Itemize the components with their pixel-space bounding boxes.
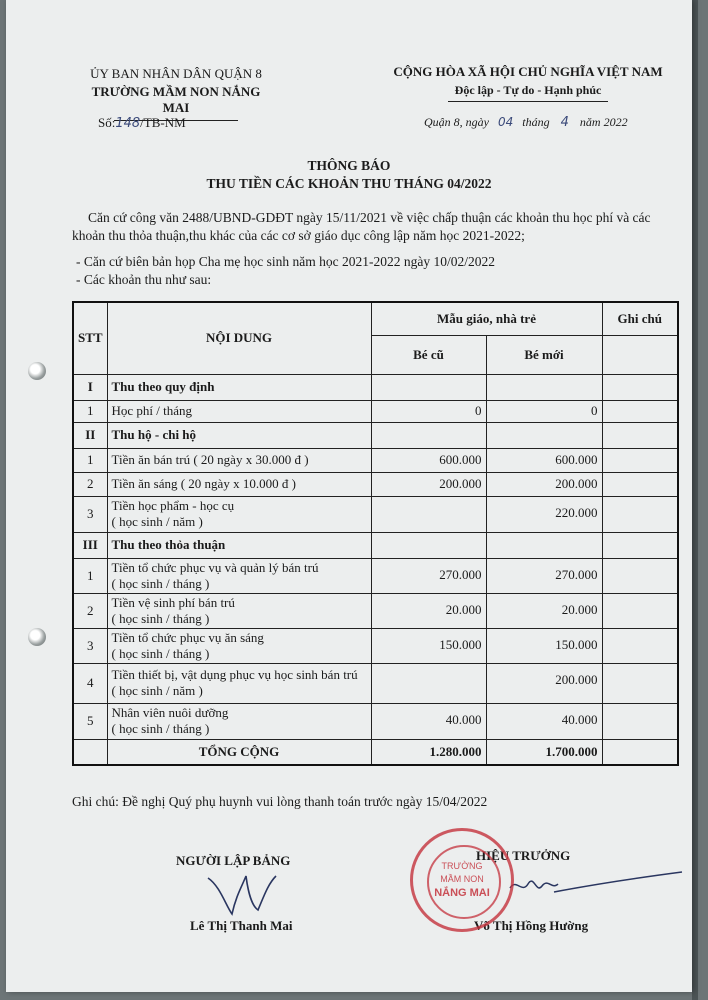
row-value-old: 270.000 — [371, 558, 486, 593]
principal-title: HIỆU TRƯỞNG — [476, 848, 571, 863]
row-note — [602, 422, 678, 448]
row-note — [602, 374, 678, 400]
row-content-line-1: Tiền thiết bị, vật dụng phục vụ học sinh bán trú — [111, 667, 358, 682]
row-note — [602, 593, 678, 628]
row-stt: 3 — [73, 496, 107, 532]
document-number-prefix: Số: — [98, 115, 116, 130]
row-value-old: 150.000 — [371, 628, 486, 663]
table-row — [73, 400, 678, 422]
issuer-school: TRƯỜNG MẦM NON NẮNG MAI — [91, 84, 261, 115]
row-note — [602, 472, 678, 496]
row-value-new: 600.000 — [486, 448, 602, 472]
row-content-line-1: Tiền ăn bán trú ( 20 ngày x 30.000 đ ) — [111, 452, 309, 467]
preparer-signature — [202, 866, 282, 920]
row-content — [107, 703, 371, 739]
row-content-line-1: Học phí / tháng — [111, 403, 193, 418]
total-label: TỔNG CỘNG — [107, 739, 371, 765]
row-content — [107, 448, 371, 472]
row-value-old: 0 — [371, 400, 486, 422]
document-number — [98, 115, 186, 131]
row-value-new: 220.000 — [486, 496, 602, 532]
intro-line-2: khoản thu thỏa thuận,thu khác của các cơ sở giáo dục công lập năm học 2021-2022; — [72, 228, 525, 243]
row-content-line-1: Tiền tổ chức phục vụ và quản lý bán trú — [111, 559, 319, 575]
row-content-line-1: Tiền tổ chức phục vụ ăn sáng — [111, 629, 264, 645]
row-content-line-2: ( học sinh / tháng ) — [111, 610, 210, 626]
table-row — [73, 558, 678, 593]
preparer-title: NGƯỜI LẬP BẢNG — [176, 853, 291, 868]
row-value-old: 40.000 — [371, 703, 486, 739]
national-title: CỘNG HÒA XÃ HỘI CHỦ NGHĨA VIỆT NAM — [393, 64, 663, 79]
header-note-empty — [602, 335, 678, 374]
row-content-line-1: Tiền vệ sinh phí bán trú — [111, 594, 235, 610]
date-year: năm 2022 — [579, 115, 628, 129]
preparer-name: Lê Thị Thanh Mai — [190, 918, 293, 933]
row-note — [602, 703, 678, 739]
row-content-line-1: Tiền học phẩm - học cụ — [111, 498, 235, 513]
row-value-old — [371, 496, 486, 532]
row-value-new: 150.000 — [486, 628, 602, 663]
row-value-new: 20.000 — [486, 593, 602, 628]
seal-line-1: TRƯỜNG — [441, 861, 483, 871]
table-row — [73, 496, 678, 532]
row-value-new: 40.000 — [486, 703, 602, 739]
row-stt: 1 — [73, 448, 107, 472]
row-note — [602, 532, 678, 558]
school-seal — [410, 828, 514, 932]
row-note — [602, 400, 678, 422]
fees-table — [72, 301, 679, 766]
table-row — [73, 448, 678, 472]
header-old: Bé cũ — [371, 335, 486, 374]
row-value-new: 0 — [486, 400, 602, 422]
row-note — [602, 496, 678, 532]
date-prefix: Quận 8, ngày — [424, 115, 489, 129]
section-row — [73, 532, 678, 558]
notice-title: THÔNG BÁO — [307, 158, 391, 173]
row-value-new — [486, 532, 602, 558]
row-stt: 1 — [73, 558, 107, 593]
row-value-old — [371, 532, 486, 558]
table-row — [73, 703, 678, 739]
national-underline — [448, 101, 608, 102]
row-content — [107, 422, 371, 448]
total-value-old: 1.280.000 — [371, 739, 486, 765]
row-value-new: 200.000 — [486, 663, 602, 703]
row-stt: 2 — [73, 593, 107, 628]
document-date — [424, 115, 628, 130]
row-content — [107, 496, 371, 532]
row-content-line-2: ( học sinh / năm ) — [111, 514, 203, 529]
intro-line-1: Căn cứ công văn 2488/UBND-GDĐT ngày 15/11/2021 về việc chấp thuận các khoản thu học phí và các — [88, 210, 651, 225]
row-content — [107, 472, 371, 496]
table-row — [73, 472, 678, 496]
row-note — [602, 448, 678, 472]
row-stt: III — [73, 532, 107, 558]
issuer-district: ỦY BAN NHÂN DÂN QUẬN 8 — [90, 66, 262, 81]
row-content — [107, 663, 371, 703]
row-content-line-2: ( học sinh / tháng ) — [111, 645, 210, 661]
row-note — [602, 628, 678, 663]
table-row — [73, 628, 678, 663]
notice-subtitle: THU TIỀN CÁC KHOẢN THU THÁNG 04/2022 — [206, 176, 492, 191]
row-stt: I — [73, 374, 107, 400]
row-note — [602, 558, 678, 593]
seal-line-3: NẮNG MAI — [434, 887, 490, 899]
row-value-new: 270.000 — [486, 558, 602, 593]
row-content-line-1: Thu theo thỏa thuận — [111, 537, 226, 552]
row-stt: 5 — [73, 703, 107, 739]
header-new: Bé mới — [486, 335, 602, 374]
total-note — [602, 739, 678, 765]
total-value-new: 1.700.000 — [486, 739, 602, 765]
row-value-new: 200.000 — [486, 472, 602, 496]
row-content — [107, 400, 371, 422]
row-value-old — [371, 663, 486, 703]
total-row — [73, 739, 678, 765]
row-content — [107, 593, 371, 628]
row-content-line-2: ( học sinh / tháng ) — [111, 721, 210, 736]
row-content-line-1: Thu hộ - chi hộ — [111, 427, 197, 442]
section-row — [73, 422, 678, 448]
row-stt: 2 — [73, 472, 107, 496]
row-stt: 4 — [73, 663, 107, 703]
intro-bullet-2: - Các khoản thu như sau: — [76, 272, 212, 287]
document-number-suffix: /TB-NM — [140, 115, 186, 130]
row-content-line-2: ( học sinh / năm ) — [111, 683, 203, 698]
row-content — [107, 628, 371, 663]
background-edge — [692, 0, 698, 1000]
row-content — [107, 532, 371, 558]
section-row — [73, 374, 678, 400]
total-stt — [73, 739, 107, 765]
row-content — [107, 558, 371, 593]
row-value-new — [486, 374, 602, 400]
row-content-line-1: Nhân viên nuôi dưỡng — [111, 705, 229, 720]
row-value-old — [371, 374, 486, 400]
seal-line-2: MẦM NON — [440, 874, 484, 884]
table-header-row-1 — [73, 302, 678, 335]
national-header — [378, 64, 678, 102]
punch-hole-bottom — [28, 628, 46, 646]
date-month-label: tháng — [522, 115, 550, 129]
row-note — [602, 663, 678, 703]
row-value-new — [486, 422, 602, 448]
row-content — [107, 374, 371, 400]
issuer-block — [86, 66, 266, 121]
date-day: 04 — [498, 115, 514, 129]
header-content: NỘI DUNG — [107, 302, 371, 374]
row-stt: 3 — [73, 628, 107, 663]
footer-note: Ghi chú: Đề nghị Quý phụ huynh vui lòng thanh toán trước ngày 15/04/2022 — [72, 794, 488, 809]
row-content-line-1: Tiền ăn sáng ( 20 ngày x 10.000 đ ) — [111, 476, 296, 491]
header-group: Mẫu giáo, nhà trẻ — [371, 302, 602, 335]
table-row — [73, 593, 678, 628]
row-content-line-1: Thu theo quy định — [111, 379, 215, 394]
national-motto: Độc lập - Tự do - Hạnh phúc — [454, 83, 602, 97]
row-value-old: 600.000 — [371, 448, 486, 472]
row-value-old: 200.000 — [371, 472, 486, 496]
row-value-old — [371, 422, 486, 448]
date-month: 4 — [560, 115, 569, 130]
header-note: Ghi chú — [602, 302, 678, 335]
document-number-hand: 148 — [115, 116, 141, 131]
principal-name: Võ Thị Hồng Hường — [474, 918, 589, 933]
header-stt: STT — [73, 302, 107, 374]
row-content-line-2: ( học sinh / tháng ) — [111, 575, 210, 591]
document-page — [6, 0, 692, 992]
table-row — [73, 663, 678, 703]
intro-bullet-1: - Căn cứ biên bản họp Cha mẹ học sinh năm học 2021-2022 ngày 10/02/2022 — [76, 254, 495, 269]
row-value-old: 20.000 — [371, 593, 486, 628]
row-stt: II — [73, 422, 107, 448]
principal-signature — [506, 864, 686, 904]
punch-hole-top — [28, 362, 46, 380]
row-stt: 1 — [73, 400, 107, 422]
